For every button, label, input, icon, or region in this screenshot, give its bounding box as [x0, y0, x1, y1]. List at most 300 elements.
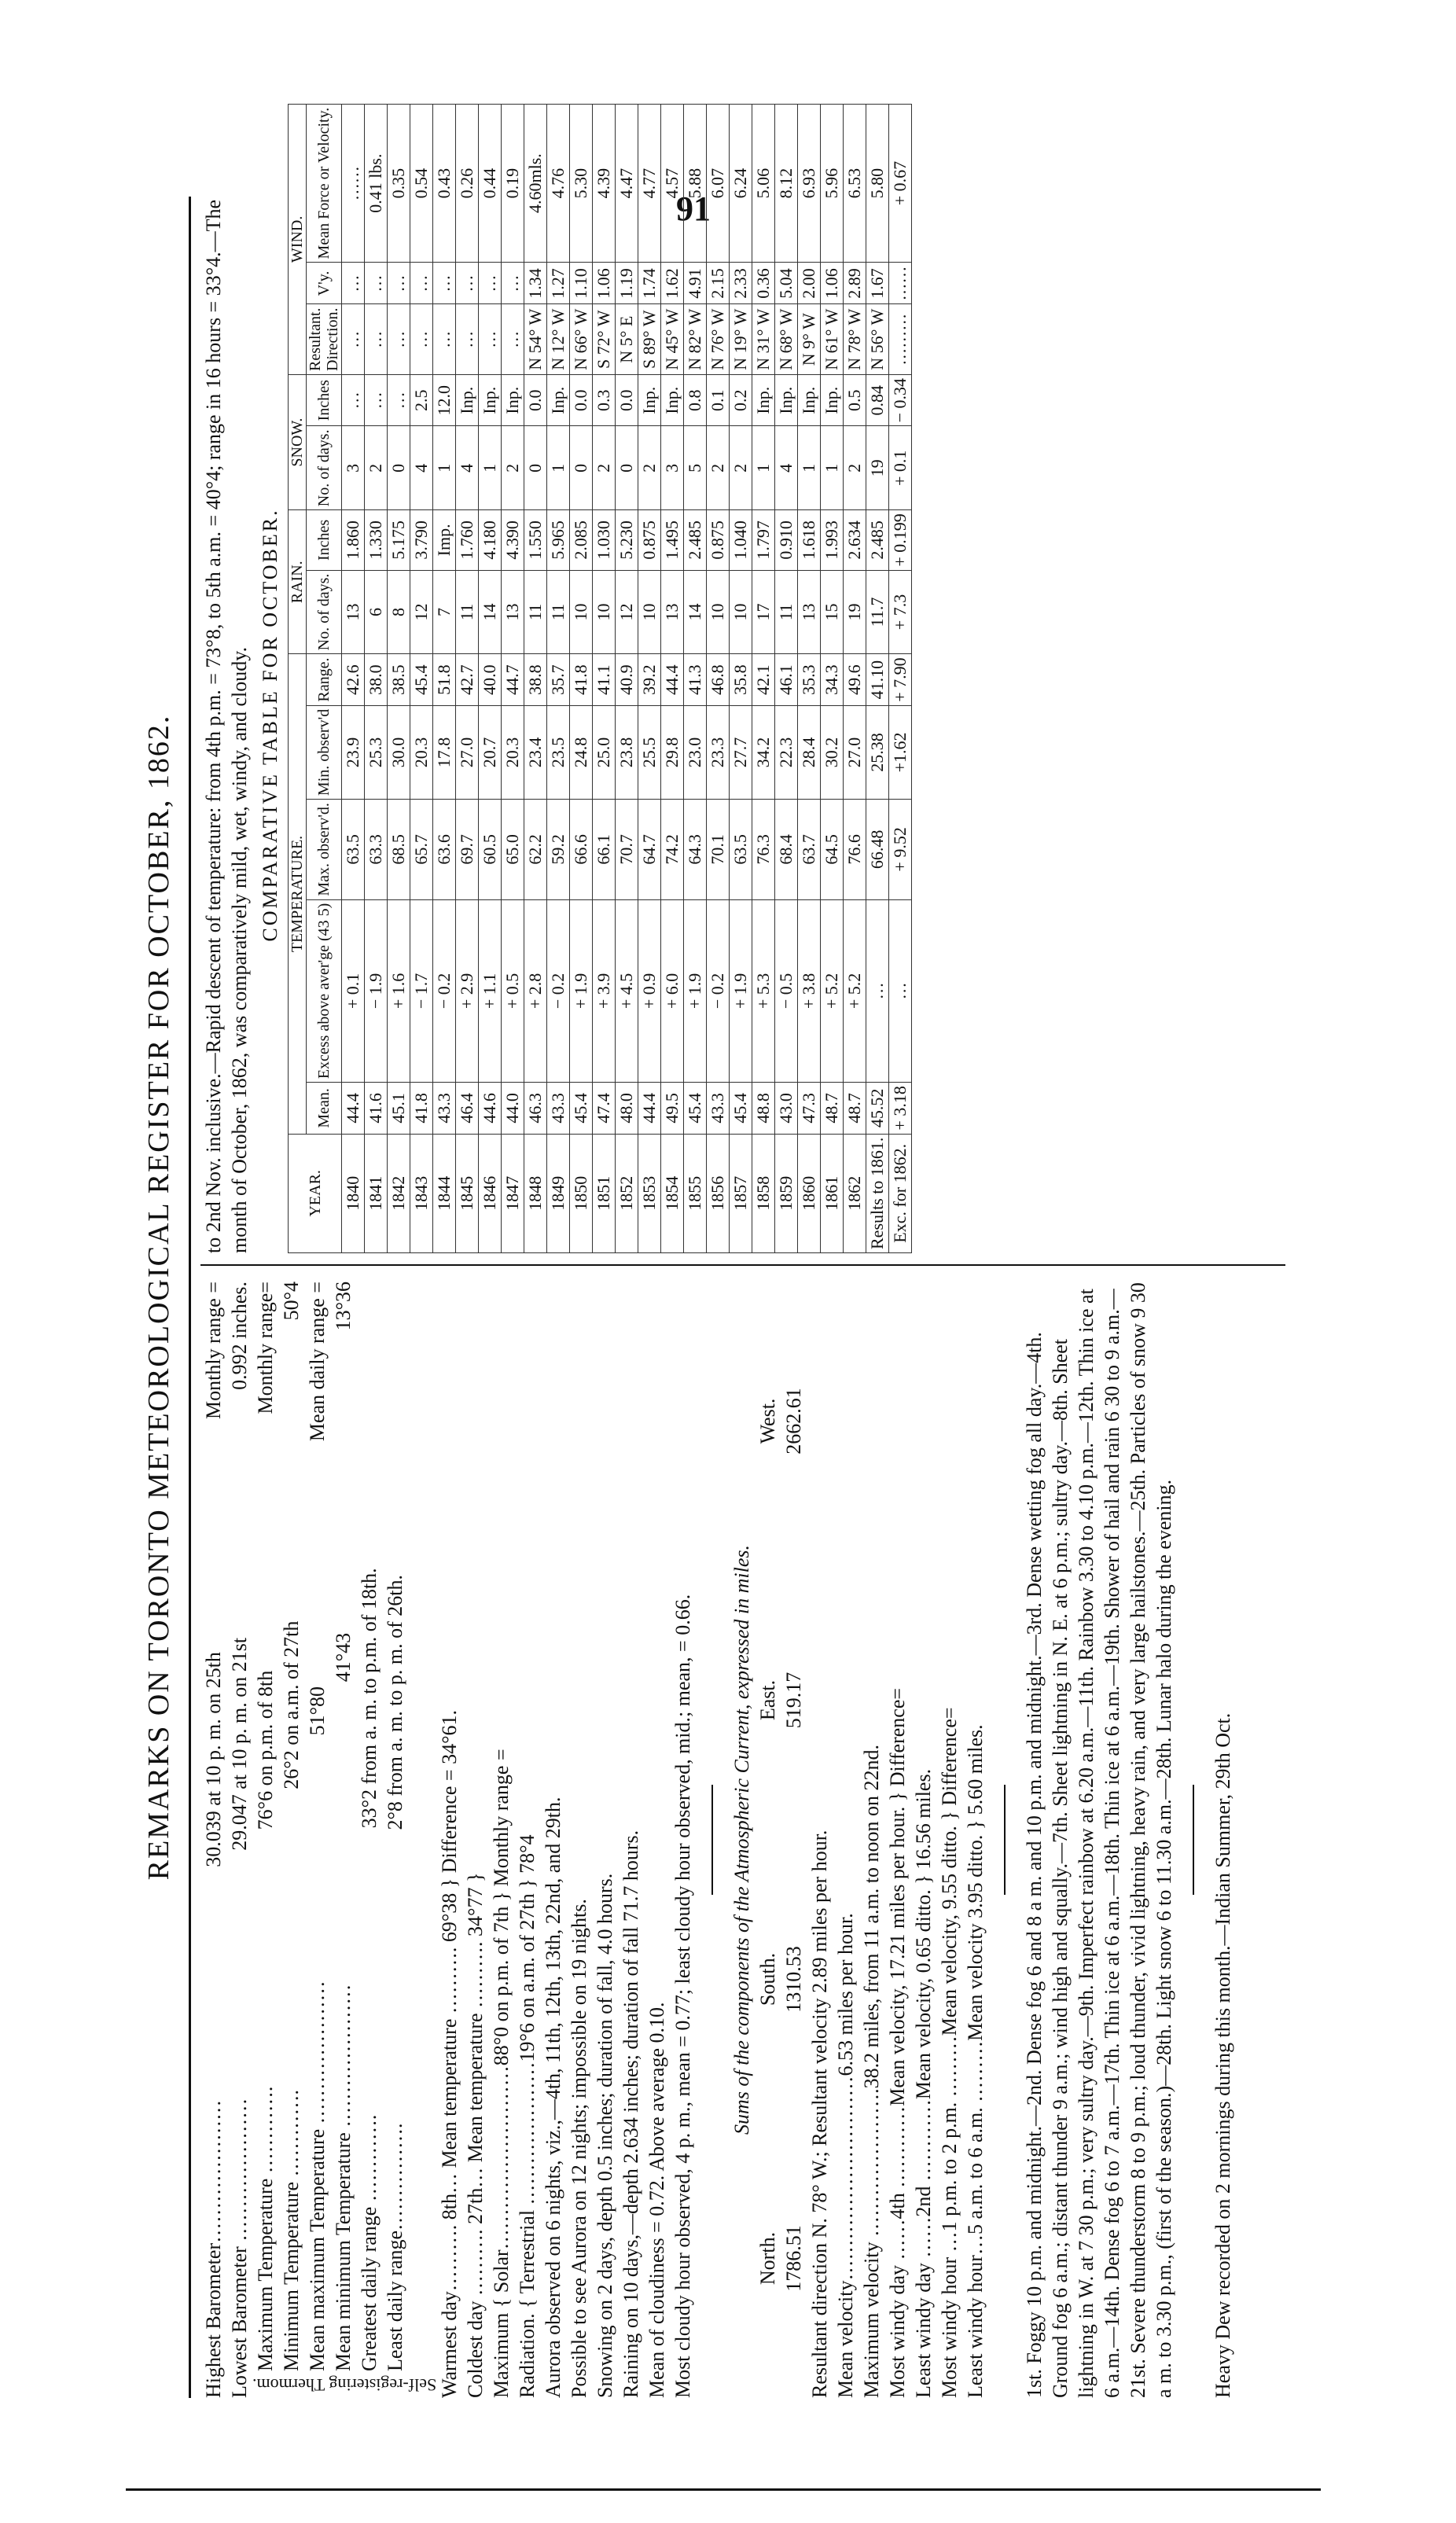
table-cell: 7	[433, 570, 456, 654]
table-cell: Inp.	[638, 375, 661, 426]
thermometer-side-label: Self-registering Thermom.	[252, 2375, 437, 2395]
table-cell: 1854	[661, 1134, 684, 1252]
table-cell: 66.6	[570, 800, 593, 900]
table-title: COMPARATIVE TABLE FOR OCTOBER.	[259, 508, 281, 942]
table-cell: N 5° E	[616, 304, 638, 375]
table-cell: + 6.0	[661, 899, 684, 1083]
table-cell: 4.390	[502, 510, 524, 570]
table-cell: Inp.	[798, 375, 821, 426]
table-cell: 10	[570, 570, 593, 654]
wind-line: Mean velocity…………………………6.53 miles per hour.	[834, 1913, 858, 2398]
table-cell: 0.8	[684, 375, 707, 426]
table-cell: 8	[388, 570, 410, 654]
remark-line: Possible to see Aurora on 12 nights; impossible on 19 nights.	[568, 1899, 591, 2398]
table-cell: 0.910	[775, 510, 798, 570]
table-cell: …	[365, 263, 388, 304]
page-number: 91	[676, 189, 711, 228]
table-cell: 4.77	[638, 104, 661, 263]
table-cell: …	[342, 375, 365, 426]
table-cell: …	[866, 899, 889, 1083]
title-rule	[189, 197, 191, 2398]
table-cell: 0	[524, 426, 547, 510]
table-cell: Results to 1861.	[866, 1134, 889, 1252]
table-cell: 42.6	[342, 654, 365, 705]
wind-line: Least windy day ……2nd …………Mean velocity, 0.65 ditto. } 16.56 miles.	[912, 1768, 936, 2398]
table-cell: 65.7	[410, 800, 433, 900]
table-cell: 69.7	[456, 800, 479, 900]
table-cell: 5.96	[821, 104, 844, 263]
table-cell: 10	[707, 570, 730, 654]
table-cell: 62.2	[524, 800, 547, 900]
table-cell: …	[456, 263, 479, 304]
table-cell: 45.4	[730, 1083, 752, 1134]
table-cell: Inp.	[479, 375, 502, 426]
table-cell: 44.4	[661, 654, 684, 705]
table-cell: N 31° W	[752, 304, 775, 375]
table-cell: N 76° W	[707, 304, 730, 375]
col-range: Range.	[307, 654, 342, 705]
table-cell: 70.1	[707, 800, 730, 900]
table-cell: 10	[730, 570, 752, 654]
table-cell: 1852	[616, 1134, 638, 1252]
table-cell: 3	[661, 426, 684, 510]
table-cell: 38.0	[365, 654, 388, 705]
table-cell: 44.4	[342, 1083, 365, 1134]
footer-note: Heavy Dew recorded on 2 mornings during this month.—Indian Summer, 29th Oct.	[1211, 1712, 1235, 2398]
table-row	[752, 104, 775, 1252]
table-cell: 2	[707, 426, 730, 510]
table-cell: 25.3	[365, 705, 388, 799]
table-cell: 1.06	[593, 263, 616, 304]
table-cell: 1861	[821, 1134, 844, 1252]
table-cell: 68.5	[388, 800, 410, 900]
table-cell: 63.3	[365, 800, 388, 900]
thermo-row: Maximum Temperature …………. 76°6 on p.m. of 8th Monthly range=	[254, 1282, 277, 2371]
bottom-rule	[126, 2488, 1321, 2491]
table-row	[365, 104, 388, 1252]
table-cell: …	[365, 375, 388, 426]
table-cell: …	[342, 263, 365, 304]
table-cell: ……	[889, 263, 912, 304]
table-cell: + 7.3	[889, 570, 912, 654]
col-direction: Resultant. Direction.	[307, 304, 342, 375]
table-cell: …	[889, 899, 912, 1083]
table-cell: 0.41 lbs.	[365, 104, 388, 263]
table-cell: 66.48	[866, 800, 889, 900]
table-cell: 1860	[798, 1134, 821, 1252]
table-cell: + 2.8	[524, 899, 547, 1083]
table-cell: 0.2	[730, 375, 752, 426]
table-cell: 35.8	[730, 654, 752, 705]
table-cell: 51.8	[433, 654, 456, 705]
table-cell: + 5.2	[844, 899, 866, 1083]
right-column	[200, 107, 1285, 1266]
table-row	[821, 104, 844, 1252]
table-cell: 44.7	[502, 654, 524, 705]
table-cell: 15	[821, 570, 844, 654]
table-cell: 46.4	[456, 1083, 479, 1134]
table-cell: 6.53	[844, 104, 866, 263]
table-cell: 4	[775, 426, 798, 510]
table-cell: 19	[844, 570, 866, 654]
table-cell: 48.7	[821, 1083, 844, 1134]
table-cell: …	[388, 375, 410, 426]
table-cell: 66.1	[593, 800, 616, 900]
table-cell: 1856	[707, 1134, 730, 1252]
table-cell: + 0.9	[638, 899, 661, 1083]
table-cell: …	[365, 304, 388, 375]
table-cell: 34.2	[752, 705, 775, 799]
table-cell: 59.2	[547, 800, 570, 900]
remark-line: Snowing on 2 days, depth 0.5 inches; duration of fall, 4.0 hours.	[594, 1873, 617, 2398]
table-cell: 3.790	[410, 510, 433, 570]
table-cell: 1855	[684, 1134, 707, 1252]
table-cell: 1.495	[661, 510, 684, 570]
table-cell: 1.618	[798, 510, 821, 570]
table-cell: Inp.	[456, 375, 479, 426]
table-cell: 10	[638, 570, 661, 654]
table-cell: 1.06	[821, 263, 844, 304]
thermo-row: Mean minimum Temperature ………………… 41°43 13°36	[332, 1282, 355, 2371]
table-cell: 2	[638, 426, 661, 510]
table-cell: 25.38	[866, 705, 889, 799]
table-row	[684, 104, 707, 1252]
col-year: YEAR.	[289, 1134, 342, 1252]
remark-line: Most cloudy hour observed, 4 p. m., mean = 0.77; least cloudy hour observed, mid.; mean, = 0.66.	[671, 1594, 695, 2398]
col-snow-days: No. of days.	[307, 426, 342, 510]
table-cell: 39.2	[638, 654, 661, 705]
table-cell: 1840	[342, 1134, 365, 1252]
table-cell: 1.040	[730, 510, 752, 570]
weather-diary: 1st. Foggy 10 p.m. and midnight.—2nd. Dense fog 6 and 8 a m. and 10 p.m. and midnight.—3rd. Dense wetting fog all day.—4th. Ground fog 6 a.m.; distant thunder 9 a.m.; wind high and squally.—7th. Sheet lightning in N. E. at 6 p.m.; sultry day.—8th. Sheet lightning in W. at 7 30 p.m.; very sultry day.—9th. Imperfect rainbow at 6.20 a.m.—11th. Rainbow 3.30 to 4.10 p.m.—12th. Thin ice at 6 a.m.—14th. Dense fog 6 to 7 a.m.—17th. Thin ice at 6 a.m.—18th. Thin ice at 6 a.m.—19th. Shower of hail and rain 6 30 to 9 a.m.—21st. Severe thunderstorm 8 to 9 p.m.; loud thunder, vivid lightning, heavy rain, and very large hailstones.—25th. Particles of snow 9 30 a m. to 3.30 p.m., (first of the season.)—28th. Light snow 6 to 11.30 a.m.—28th. Lunar halo during the evening.	[1023, 1282, 1176, 2398]
table-cell: 27.0	[844, 705, 866, 799]
table-cell: 23.5	[547, 705, 570, 799]
table-cell: 30.2	[821, 705, 844, 799]
table-row	[844, 104, 866, 1252]
table-cell: N 68° W	[775, 304, 798, 375]
table-cell: 13	[342, 570, 365, 654]
table-cell: + 2.9	[456, 899, 479, 1083]
table-cell: 0.54	[410, 104, 433, 263]
table-cell: 13	[502, 570, 524, 654]
table-cell: 27.7	[730, 705, 752, 799]
table-cell: 1.27	[547, 263, 570, 304]
table-cell: 6.93	[798, 104, 821, 263]
table-cell: 10	[593, 570, 616, 654]
table-cell: …	[388, 304, 410, 375]
table-cell: + 1.9	[570, 899, 593, 1083]
col-velocity: V'y.	[307, 263, 342, 304]
table-cell: 20.3	[502, 705, 524, 799]
table-cell: 5.80	[866, 104, 889, 263]
table-cell: N 9° W	[798, 304, 821, 375]
table-cell: …	[433, 304, 456, 375]
table-cell: 30.0	[388, 705, 410, 799]
table-cell: 35.7	[547, 654, 570, 705]
intro-text: to 2nd Nov. inclusive.—Rapid descent of temperature: from 4th p.m. = 73°8, to 5th a.m. = 40°4; range in 16 hours = 33°4.—The month of October, 1862, was comparatively mild, wet, windy, and cloudy.	[202, 199, 251, 1253]
table-row	[775, 104, 798, 1252]
radiation: Radiation. { Terrestrial …………………19°6 on a.m. of 27th } 78°4	[516, 1834, 539, 2398]
table-cell: Inp.	[661, 375, 684, 426]
table-cell: 1	[479, 426, 502, 510]
table-row	[524, 104, 547, 1252]
table-cell: 17	[752, 570, 775, 654]
table-cell: 25.5	[638, 705, 661, 799]
table-cell: 1.74	[638, 263, 661, 304]
table-cell: 63.5	[342, 800, 365, 900]
table-cell: 38.5	[388, 654, 410, 705]
table-cell: N 78° W	[844, 304, 866, 375]
table-cell: 45.4	[684, 1083, 707, 1134]
table-cell: 4.47	[616, 104, 638, 263]
table-cell: + 5.2	[821, 899, 844, 1083]
table-cell: 8.12	[775, 104, 798, 263]
table-cell: 68.4	[775, 800, 798, 900]
table-cell: 0.35	[388, 104, 410, 263]
table-cell: 5	[684, 426, 707, 510]
table-cell: 63.5	[730, 800, 752, 900]
table-cell: 6	[365, 570, 388, 654]
table-cell: + 1.6	[388, 899, 410, 1083]
table-cell: 1.62	[661, 263, 684, 304]
table-cell: 28.4	[798, 705, 821, 799]
sums-title: Sums of the components of the Atmospheric Current, expressed in miles.	[730, 1544, 754, 2135]
table-cell: 45.4	[570, 1083, 593, 1134]
wind-line: Most windy day ……4th …………Mean velocity, 17.21 miles per hour. } Difference=	[886, 1687, 910, 2398]
table-cell: 0.0	[616, 375, 638, 426]
table-cell: 1848	[524, 1134, 547, 1252]
table-cell: …	[410, 263, 433, 304]
wind-line: Resultant direction N. 78° W.; Resultant velocity 2.89 miles per hour.	[808, 1830, 832, 2398]
table-cell: 20.3	[410, 705, 433, 799]
table-cell: 4	[456, 426, 479, 510]
thermo-row: Least daily range……………. 2°8 from a. m. to p. m. of 26th.	[384, 1574, 406, 2371]
thermo-row: Mean maximum Temperature ………………… 51°80 Mean daily range =	[306, 1282, 329, 2371]
table-cell: 1850	[570, 1134, 593, 1252]
table-cell: 47.4	[593, 1083, 616, 1134]
table-cell: 4.180	[479, 510, 502, 570]
table-cell: …	[502, 263, 524, 304]
table-cell: N 82° W	[684, 304, 707, 375]
table-cell: S 72° W	[593, 304, 616, 375]
table-row	[479, 104, 502, 1252]
left-column	[200, 1282, 1285, 2398]
table-cell: 43.0	[775, 1083, 798, 1134]
table-cell: …	[456, 304, 479, 375]
table-row	[798, 104, 821, 1252]
table-row	[388, 104, 410, 1252]
table-row	[616, 104, 638, 1252]
table-cell: 63.7	[798, 800, 821, 900]
group-snow: SNOW.	[289, 375, 307, 510]
table-cell: 27.0	[456, 705, 479, 799]
table-cell: 1.10	[570, 263, 593, 304]
table-cell: 11	[456, 570, 479, 654]
table-cell: 43.3	[433, 1083, 456, 1134]
table-cell: + 1.1	[479, 899, 502, 1083]
table-cell: 1.797	[752, 510, 775, 570]
table-cell: 11	[775, 570, 798, 654]
table-cell: 1.19	[616, 263, 638, 304]
table-cell: 49.5	[661, 1083, 684, 1134]
table-cell: 23.4	[524, 705, 547, 799]
table-cell: 48.7	[844, 1083, 866, 1134]
table-cell: + 0.67	[889, 104, 912, 263]
table-cell: 2	[844, 426, 866, 510]
col-mean: Mean.	[307, 1083, 342, 1134]
table-cell: 2.085	[570, 510, 593, 570]
table-row	[661, 104, 684, 1252]
table-cell: + 5.3	[752, 899, 775, 1083]
table-cell: 23.8	[616, 705, 638, 799]
table-cell: 44.4	[638, 1083, 661, 1134]
table-cell: Inp.	[821, 375, 844, 426]
table-cell: 1849	[547, 1134, 570, 1252]
table-cell: + 0.199	[889, 510, 912, 570]
table-cell: 40.0	[479, 654, 502, 705]
table-cell: 6.07	[707, 104, 730, 263]
comparative-table	[288, 104, 912, 1253]
table-cell: 2.15	[707, 263, 730, 304]
table-cell: + 9.52	[889, 800, 912, 900]
coldest-day: Coldest day ………. 27th… Mean temperature ………. 34°77 }	[464, 1872, 487, 2398]
remark-line: Mean of cloudiness = 0.72. Above average 0.10.	[645, 2002, 669, 2398]
table-cell: 2.5	[410, 375, 433, 426]
table-row	[730, 104, 752, 1252]
table-cell: 3	[342, 426, 365, 510]
section-divider	[1004, 1785, 1006, 1895]
excess-row	[889, 104, 912, 1252]
table-cell: 5.06	[752, 104, 775, 263]
table-row	[638, 104, 661, 1252]
table-cell: 2.00	[798, 263, 821, 304]
section-divider	[711, 1785, 713, 1895]
table-cell: N 12° W	[547, 304, 570, 375]
table-cell: +1.62	[889, 705, 912, 799]
table-cell: 17.8	[433, 705, 456, 799]
table-cell: 1	[752, 426, 775, 510]
table-row	[433, 104, 456, 1252]
table-cell: 1847	[502, 1134, 524, 1252]
table-cell: 1.34	[524, 263, 547, 304]
table-cell: 2.485	[684, 510, 707, 570]
table-cell: 5.04	[775, 263, 798, 304]
table-cell: 5.30	[570, 104, 593, 263]
table-cell: 23.0	[684, 705, 707, 799]
table-cell: 70.7	[616, 800, 638, 900]
table-cell: N 56° W	[866, 304, 889, 375]
barometer-low: Lowest Barometer ………………… 29.047 at 10 p. m. on 21st 0.992 inches.	[228, 1282, 251, 2398]
table-row	[410, 104, 433, 1252]
table-row	[593, 104, 616, 1252]
table-cell: 22.3	[775, 705, 798, 799]
table-cell: 0	[388, 426, 410, 510]
table-cell: 2	[730, 426, 752, 510]
table-cell: 2.634	[844, 510, 866, 570]
table-row	[547, 104, 570, 1252]
table-cell: 1843	[410, 1134, 433, 1252]
table-cell: 41.1	[593, 654, 616, 705]
table-cell: Imp.	[433, 510, 456, 570]
table-cell: ……	[342, 104, 365, 263]
remark-line: Raining on 10 days,—depth 2.634 inches; duration of fall 71.7 hours.	[620, 1830, 643, 2398]
table-cell: 23.3	[707, 705, 730, 799]
table-cell: 4.57	[661, 104, 684, 263]
sums-headers: North. South. East. West.	[756, 1398, 780, 2286]
table-cell: 1857	[730, 1134, 752, 1252]
table-cell: 13	[798, 570, 821, 654]
table-cell: 12	[616, 570, 638, 654]
table-cell: + 0.1	[889, 426, 912, 510]
table-cell: 1	[821, 426, 844, 510]
table-cell: Exc. for 1862.	[889, 1134, 912, 1252]
table-cell: − 0.5	[775, 899, 798, 1083]
table-cell: …	[479, 304, 502, 375]
table-cell: 4.60mls.	[524, 104, 547, 263]
table-cell: 65.0	[502, 800, 524, 900]
table-cell: S 89° W	[638, 304, 661, 375]
maximum-solar: Maximum { Solar………………………88°0 on p.m. of 7th } Monthly range =	[490, 1749, 513, 2398]
table-cell: 64.5	[821, 800, 844, 900]
thermometer-block	[252, 1282, 436, 2398]
table-cell: 60.5	[479, 800, 502, 900]
table-cell: 43.3	[707, 1083, 730, 1134]
table-cell: − 0.2	[433, 899, 456, 1083]
table-cell: 5.88	[684, 104, 707, 263]
table-row	[707, 104, 730, 1252]
table-cell: Inp.	[752, 375, 775, 426]
table-cell: 23.9	[342, 705, 365, 799]
table-cell: 1.760	[456, 510, 479, 570]
table-row	[342, 104, 365, 1252]
table-cell: 19	[866, 426, 889, 510]
table-cell: 41.10	[866, 654, 889, 705]
col-snow-inches: Inches	[307, 375, 342, 426]
table-cell: 13	[661, 570, 684, 654]
table-cell: ………	[889, 304, 912, 375]
group-rain: RAIN.	[289, 510, 307, 654]
table-cell: 25.0	[593, 705, 616, 799]
table-cell: …	[433, 263, 456, 304]
wind-line: Maximum velocity ………………….38.2 miles, from 11 a.m. to noon on 22nd.	[860, 1745, 884, 2398]
table-cell: 1845	[456, 1134, 479, 1252]
table-cell: 0.5	[844, 375, 866, 426]
table-cell: 1	[547, 426, 570, 510]
col-min: Min. observ'd	[307, 705, 342, 799]
table-cell: N 19° W	[730, 304, 752, 375]
table-cell: 0	[616, 426, 638, 510]
table-cell: + 7.90	[889, 654, 912, 705]
table-cell: 1853	[638, 1134, 661, 1252]
table-cell: 49.6	[844, 654, 866, 705]
table-cell: 5.230	[616, 510, 638, 570]
table-row	[570, 104, 593, 1252]
table-cell: 0.19	[502, 104, 524, 263]
table-cell: + 3.9	[593, 899, 616, 1083]
page-title: REMARKS ON TORONTO METEOROLOGICAL REGISTER FOR OCTOBER, 1862.	[142, 714, 175, 1881]
table-cell: 40.9	[616, 654, 638, 705]
table-cell: 63.6	[433, 800, 456, 900]
table-cell: 48.0	[616, 1083, 638, 1134]
table-cell: 74.2	[661, 800, 684, 900]
table-cell: 76.6	[844, 800, 866, 900]
table-cell: 43.3	[547, 1083, 570, 1134]
table-cell: 5.175	[388, 510, 410, 570]
table-cell: 1.550	[524, 510, 547, 570]
table-cell: − 0.2	[547, 899, 570, 1083]
thermo-row: Minimum Temperature …………. 26°2 on a.m. of 27th 50°4	[280, 1282, 303, 2371]
table-cell: N 66° W	[570, 304, 593, 375]
